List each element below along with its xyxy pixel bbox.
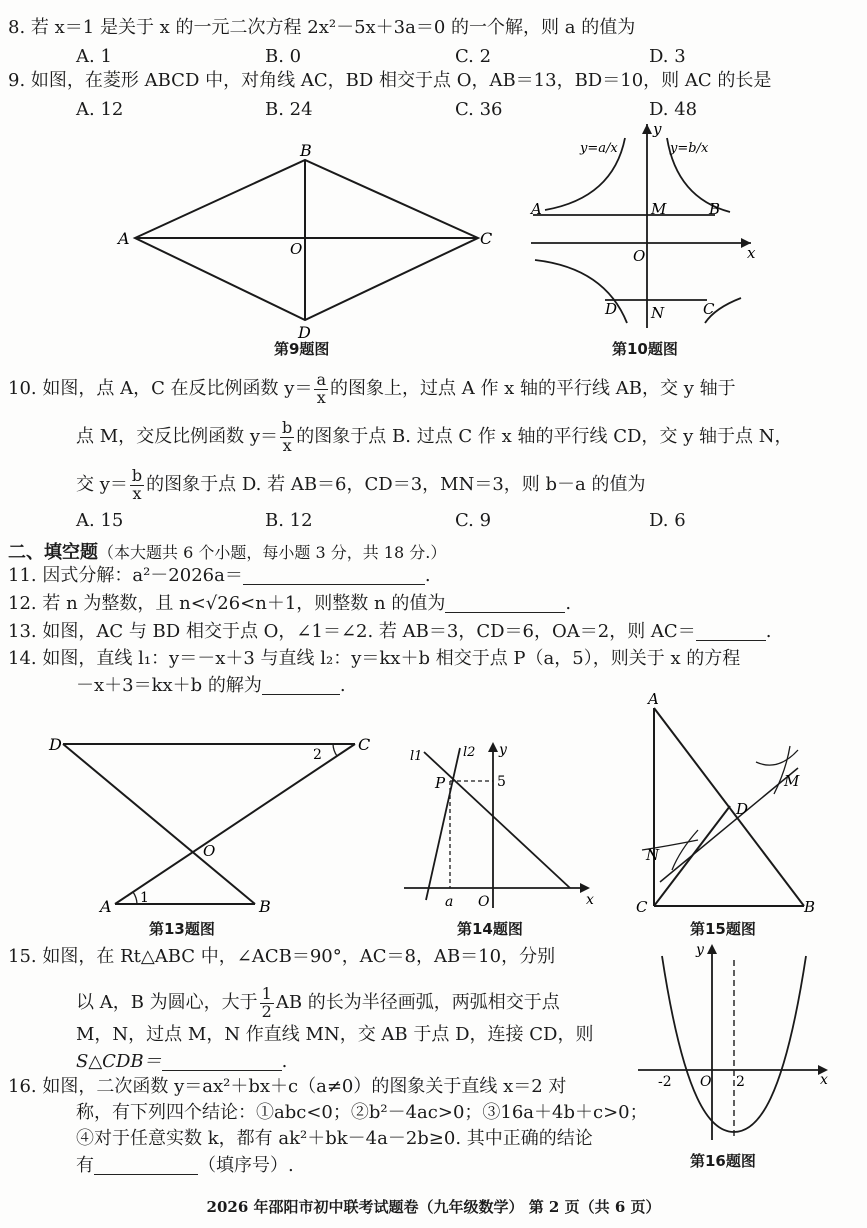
figure-13 [45, 728, 380, 918]
fig14-label-x: x [586, 892, 594, 908]
q16-answer-blank[interactable] [94, 1156, 198, 1175]
q15-end: . [281, 1051, 288, 1072]
fig10-label-d: D [605, 300, 618, 318]
fig14-label-o: O [478, 894, 490, 910]
fig14-label-l2: l2 [463, 745, 476, 760]
q14-end: . [339, 675, 346, 696]
question-12 [8, 594, 571, 613]
fig13-label-d: D [49, 735, 62, 754]
figure-14-caption: 第14题图 [457, 920, 523, 938]
q10-line1-pre: 10. 如图，点 A，C 在反比例函数 y＝ [8, 378, 313, 399]
fig15-label-m: M [784, 772, 800, 790]
fig13-label-c: C [358, 735, 371, 754]
fig16-label-o: O [700, 1074, 712, 1090]
question-14-line2 [76, 676, 346, 695]
question-15-line1: 15. 如图，在 Rt△ABC 中，∠ACB＝90°，AC＝8，AB＝10，分别 [8, 946, 556, 967]
question-9-text: 9. 如图，在菱形 ABCD 中，对角线 AC，BD 相交于点 O，AB＝13，BD＝10，则 AC 的长是 [8, 70, 772, 91]
fig15-label-d: D [736, 800, 749, 818]
question-13 [8, 622, 771, 641]
fig10-curve-b: y=b/x [670, 141, 709, 156]
q14-answer-blank[interactable] [262, 676, 340, 695]
fig13-label-o: O [203, 842, 216, 860]
figure-9-rhombus [110, 140, 500, 340]
q8-option-d: D. 3 [649, 46, 686, 67]
question-14-line1: 14. 如图，直线 l₁：y＝－x＋3 与直线 l₂：y＝kx＋b 相交于点 P（a，5），则关于 x 的方程 [8, 648, 741, 669]
fig15-label-n: N [646, 846, 660, 864]
q11-text: 11. 因式分解：a²－2026a＝ [8, 565, 243, 586]
q9-option-c: C. 36 [455, 99, 503, 120]
question-15-line4 [76, 1052, 287, 1071]
fig14-label-a: a [445, 894, 454, 910]
fig16-label-neg2: -2 [658, 1074, 672, 1090]
q10-frac-b-den: x [282, 435, 292, 455]
q10-option-c: C. 9 [455, 510, 492, 531]
q13-end: . [765, 621, 772, 642]
q15-line4-text: S△CDB＝ [76, 1051, 162, 1072]
fig15-label-c: C [636, 898, 648, 916]
fig14-label-p: P [435, 774, 446, 792]
q15-frac-num: 1 [261, 983, 272, 1003]
fig10-curve-a: y=a/x [580, 141, 618, 156]
q16-line4-post: （填序号）. [198, 1155, 294, 1176]
q10-frac-b-num: b [282, 417, 293, 437]
q10-line3-post: 的图象于点 D. 若 AB＝6，CD＝3，MN＝3，则 b－a 的值为 [146, 474, 646, 495]
q10-option-d: D. 6 [649, 510, 686, 531]
figure-10-caption: 第10题图 [612, 340, 678, 358]
question-11 [8, 566, 431, 585]
q8-option-a: A. 1 [76, 46, 112, 67]
fig10-label-y: y [653, 120, 662, 138]
q10-frac-a-den: x [316, 387, 326, 407]
fig10-label-x: x [747, 244, 756, 262]
question-10-line1 [8, 370, 736, 408]
q10-line3-pre: 交 y＝ [76, 474, 128, 495]
q12-text: 12. 若 n 为整数，且 n<√26<n＋1，则整数 n 的值为 [8, 593, 446, 614]
q15-line2-post: AB 的长为半径画弧，两弧相交于点 [275, 992, 560, 1013]
question-16-line1: 16. 如图，二次函数 y＝ax²＋bx＋c（a≠0）的图象关于直线 x＝2 对 [8, 1076, 567, 1097]
fig14-label-5: 5 [497, 774, 506, 790]
figure-13-caption: 第13题图 [149, 920, 215, 938]
figure-15-caption: 第15题图 [690, 920, 756, 938]
q13-text: 13. 如图，AC 与 BD 相交于点 O，∠1＝∠2. 若 AB＝3，CD＝6，OA＝2，则 AC＝ [8, 621, 696, 642]
q15-line2-pre: 以 A，B 为圆心，大于 [76, 992, 258, 1013]
q13-answer-blank[interactable] [696, 622, 766, 641]
fig9-label-b: B [300, 141, 312, 160]
fig15-label-a: A [648, 690, 659, 708]
q15-frac-half [260, 983, 274, 1021]
q14-line2-text: －x＋3＝kx＋b 的解为 [76, 675, 262, 696]
figure-16-parabola [632, 940, 837, 1145]
fig10-label-m: M [651, 200, 667, 218]
question-16-line2: 称，有下列四个结论：①abc<0；②b²－4ac>0；③16a＋4b＋c>0； [76, 1102, 648, 1123]
q10-option-a: A. 15 [76, 510, 124, 531]
q8-option-c: C. 2 [455, 46, 492, 67]
q10-frac-a [314, 369, 328, 407]
question-8-text: 8. 若 x＝1 是关于 x 的一元二次方程 2x²－5x＋3a＝0 的一个解，则 a 的值为 [8, 17, 636, 38]
section-2-title: 二、填空题 [8, 542, 98, 563]
q10-frac-b [280, 417, 294, 455]
q16-line4-pre: 有 [76, 1155, 94, 1176]
fig10-label-n: N [651, 304, 665, 322]
fig9-label-d: D [298, 323, 311, 340]
fig13-angle-2: 2 [313, 747, 322, 763]
question-15-line2 [76, 984, 560, 1022]
figure-16-caption: 第16题图 [690, 1152, 756, 1170]
question-10-line3 [76, 466, 645, 504]
q10-option-b: B. 12 [265, 510, 313, 531]
fig15-label-b: B [804, 898, 816, 916]
q15-frac-den: 2 [261, 1001, 272, 1021]
q11-answer-blank[interactable] [243, 566, 425, 585]
q10-frac-b2-num: b [131, 465, 143, 485]
fig9-label-a: A [118, 229, 130, 248]
q9-option-b: B. 24 [265, 99, 313, 120]
q12-end: . [565, 593, 572, 614]
q10-line2-post: 的图象于点 B. 过点 C 作 x 轴的平行线 CD，交 y 轴于点 N， [296, 426, 793, 447]
question-10-line2 [76, 418, 793, 456]
fig16-label-x: x [820, 1072, 828, 1088]
fig10-label-b: B [709, 200, 721, 218]
q10-line1-post: 的图象上，过点 A 作 x 轴的平行线 AB，交 y 轴于 [330, 378, 736, 399]
question-16-line3: ④对于任意实数 k，都有 ak²＋bk－4a－2b≥0. 其中正确的结论 [76, 1128, 593, 1149]
figure-14 [400, 740, 600, 912]
figure-15 [628, 690, 828, 918]
q8-option-b: B. 0 [265, 46, 302, 67]
q15-answer-blank[interactable] [162, 1052, 282, 1071]
q10-frac-b2 [130, 465, 144, 503]
fig14-label-y: y [499, 742, 507, 758]
fig16-label-2: 2 [736, 1074, 745, 1090]
q10-frac-b2-den: x [132, 483, 142, 503]
q10-frac-a-num: a [316, 369, 326, 389]
fig10-label-o: O [633, 247, 646, 265]
fig16-label-y: y [696, 942, 704, 958]
q10-line2-pre: 点 M，交反比例函数 y＝ [76, 426, 279, 447]
section-2-desc: （本大题共 6 个小题，每小题 3 分，共 18 分.） [98, 543, 447, 562]
fig9-label-o: O [290, 240, 303, 258]
section-2-heading [8, 538, 446, 564]
fig10-label-a: A [531, 200, 542, 218]
q9-option-d: D. 48 [649, 99, 698, 120]
fig10-label-c: C [703, 300, 715, 318]
q12-answer-blank[interactable] [445, 594, 565, 613]
page-footer: 2026 年邵阳市初中联考试题卷（九年级数学） 第 2 页（共 6 页） [206, 1198, 661, 1216]
fig14-label-l1: l1 [410, 749, 423, 764]
question-15-line3: M，N，过点 M，N 作直线 MN，交 AB 于点 D，连接 CD，则 [76, 1024, 594, 1045]
q9-option-a: A. 12 [76, 99, 124, 120]
figure-10-hyperbolas [525, 118, 765, 330]
fig13-label-b: B [259, 897, 271, 916]
fig9-label-c: C [480, 229, 493, 248]
fig13-label-a: A [100, 897, 112, 916]
figure-9-caption: 第9题图 [274, 340, 330, 358]
question-16-line4 [76, 1156, 294, 1175]
q11-end: . [424, 565, 431, 586]
fig13-angle-1: 1 [140, 890, 149, 906]
